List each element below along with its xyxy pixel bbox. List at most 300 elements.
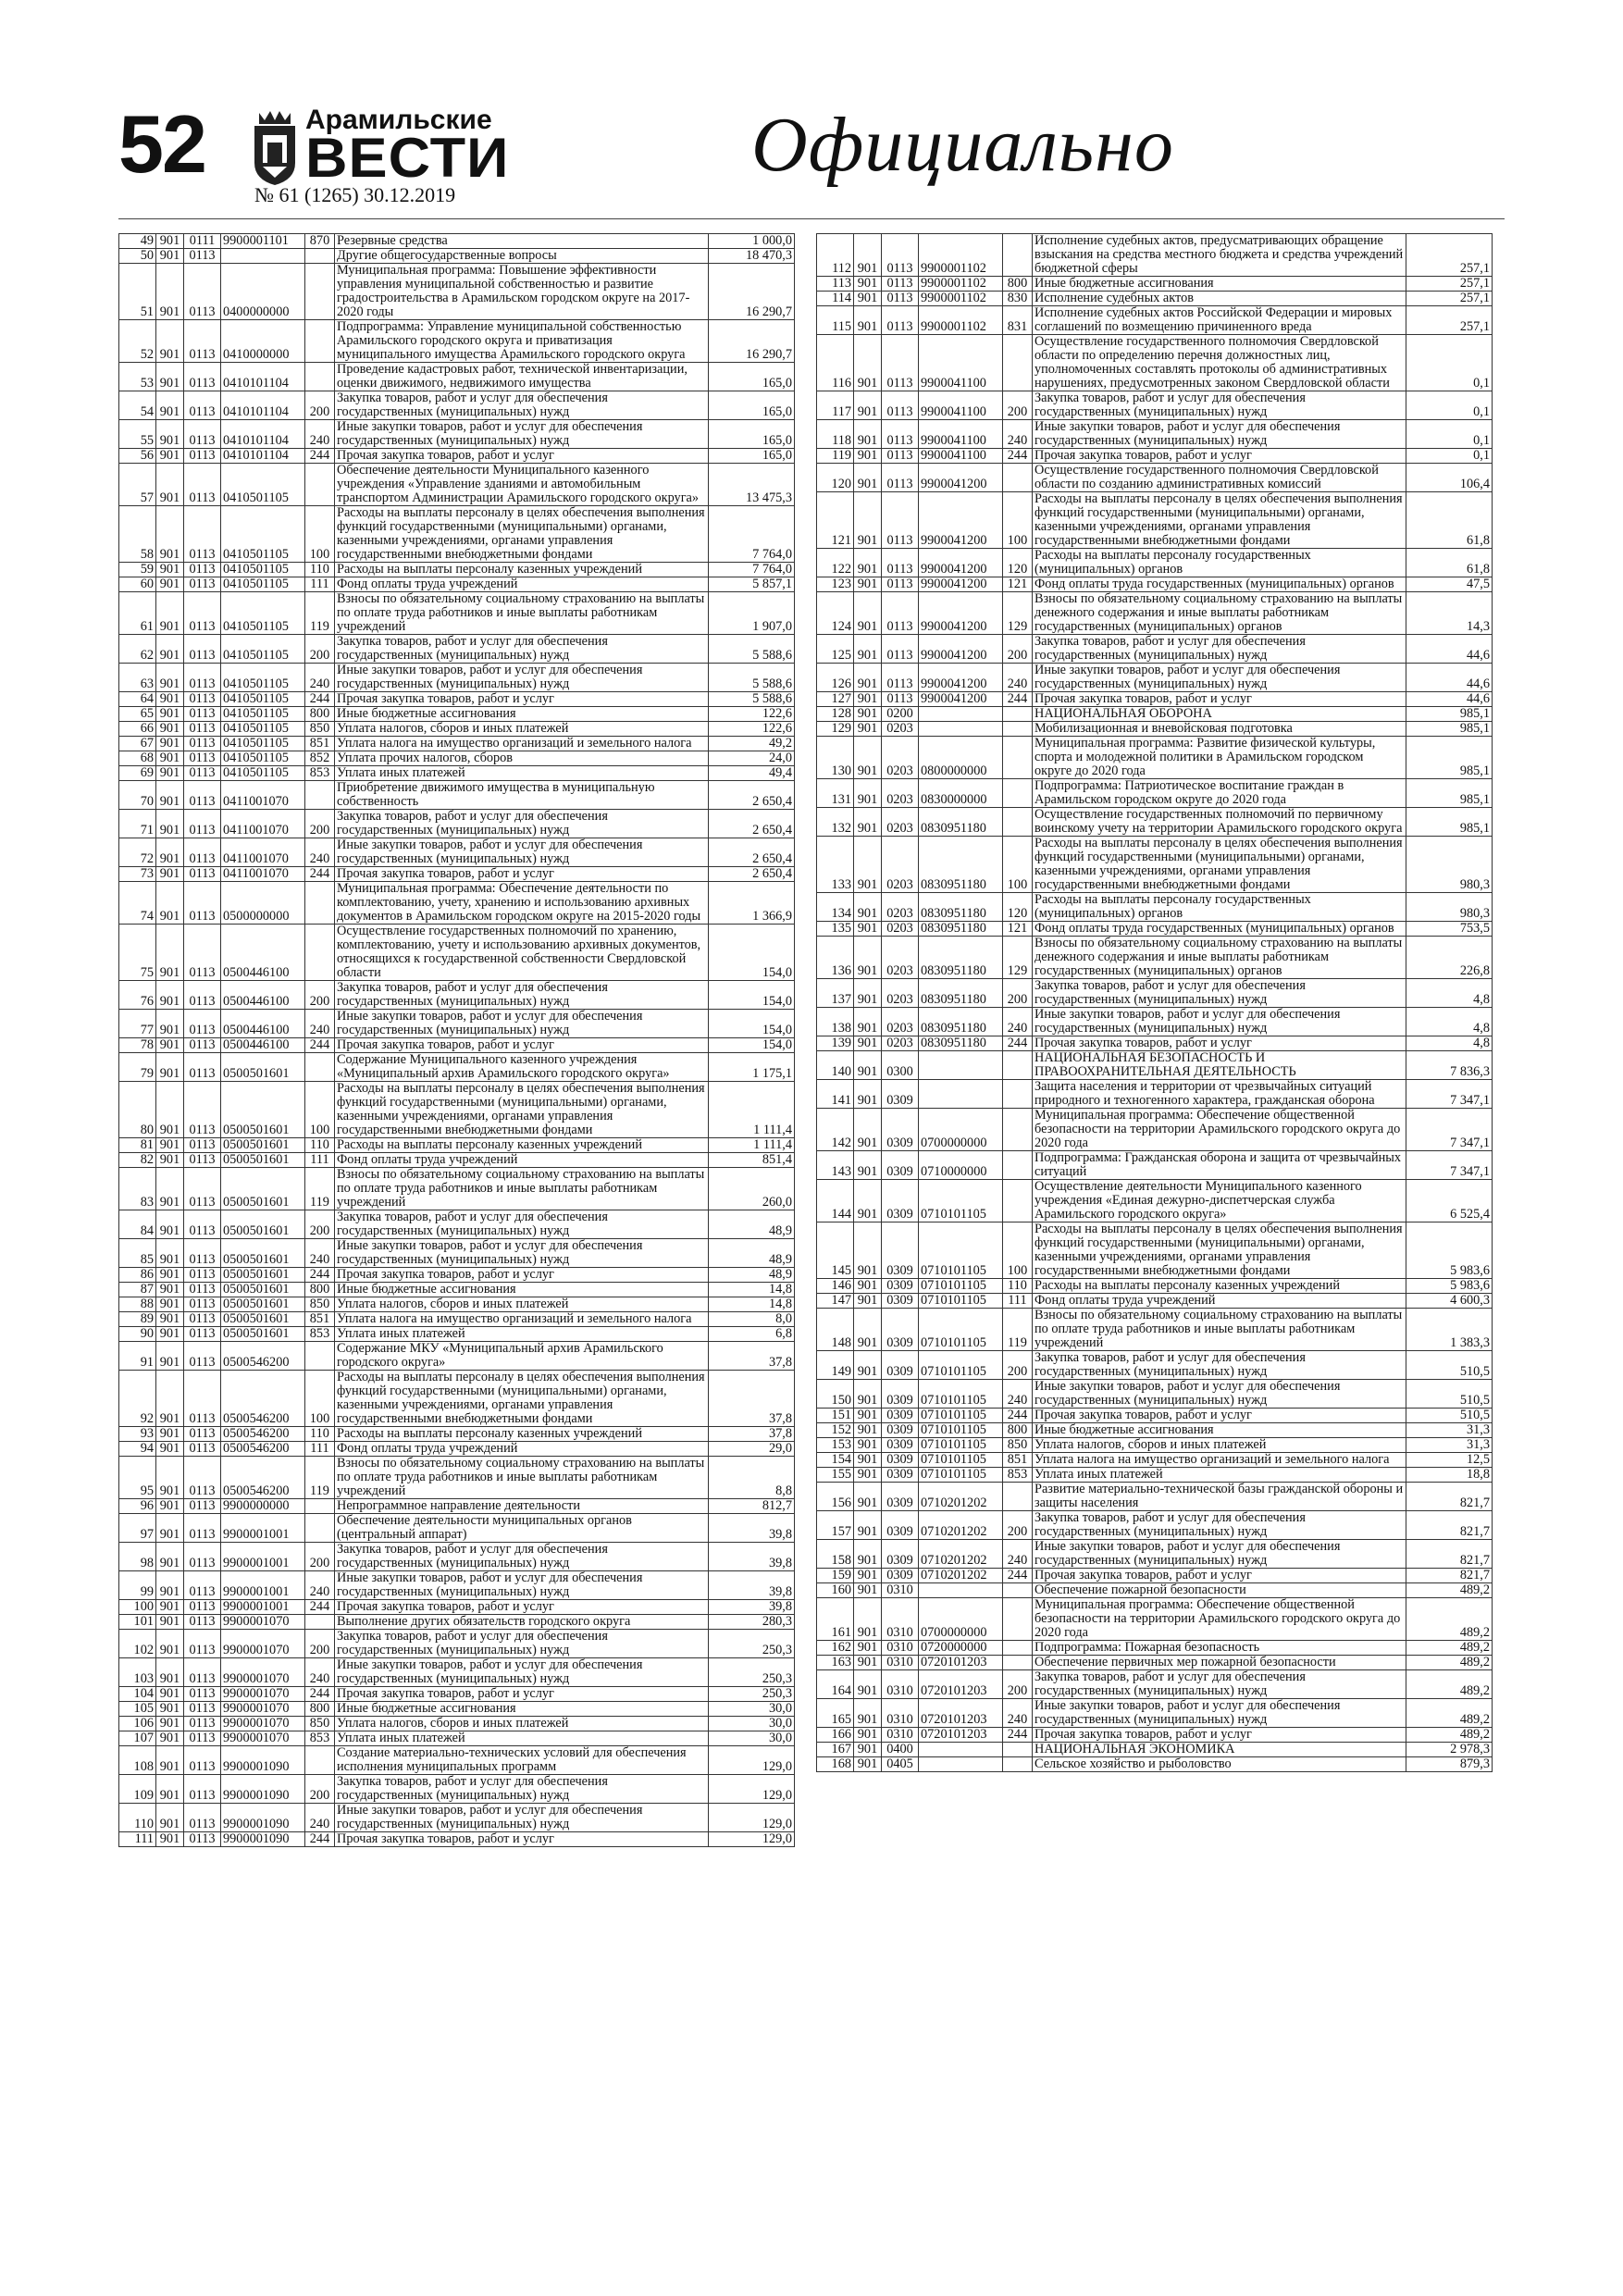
group-code: 901	[854, 464, 882, 492]
group-code: 901	[854, 1699, 882, 1728]
expense-name: Фонд оплаты труда учреждений	[335, 1153, 709, 1168]
row-number: 126	[817, 664, 854, 692]
group-code: 901	[156, 882, 184, 925]
target-article-code: 9900041200	[919, 592, 1003, 635]
target-article-code: 0710101105	[919, 1438, 1003, 1453]
section-code: 0309	[882, 1109, 919, 1151]
target-article-code: 0720000000	[919, 1641, 1003, 1656]
section-code: 0113	[882, 234, 919, 277]
row-number: 131	[817, 779, 854, 808]
amount: 985,1	[1406, 808, 1493, 837]
section-code: 0203	[882, 937, 919, 979]
target-article-code: 0830951180	[919, 1036, 1003, 1051]
row-number: 156	[817, 1483, 854, 1511]
table-row	[817, 635, 1493, 664]
expense-name: Уплата иных платежей	[335, 1731, 709, 1746]
target-article-code: 0410501105	[221, 737, 305, 751]
table-row	[817, 1080, 1493, 1109]
row-number: 58	[119, 506, 156, 563]
expense-name: Содержание МКУ «Муниципальный архив Арамильского городского округа»	[335, 1342, 709, 1371]
expense-name: Закупка товаров, работ и услуг для обеспечения государственных (муниципальных) нужд	[1033, 979, 1406, 1008]
target-article-code: 0710101105	[919, 1294, 1003, 1309]
amount: 37,8	[709, 1342, 795, 1371]
table-row	[817, 692, 1493, 707]
target-article-code: 0710101105	[919, 1423, 1003, 1438]
row-number: 65	[119, 707, 156, 722]
table-row	[817, 592, 1493, 635]
row-number: 83	[119, 1168, 156, 1210]
expense-name: Прочая закупка товаров, работ и услуг	[1033, 1409, 1406, 1423]
row-number: 56	[119, 449, 156, 464]
expense-type-code	[305, 1615, 335, 1630]
section-code: 0113	[184, 1168, 221, 1210]
group-code: 901	[156, 664, 184, 692]
section-code: 0113	[184, 391, 221, 420]
group-code: 901	[156, 1630, 184, 1658]
expense-name: Взносы по обязательному социальному страхованию на выплаты по оплате труда работников и иные выплаты работникам учреждений	[1033, 1309, 1406, 1351]
row-number: 119	[817, 449, 854, 464]
group-code: 901	[156, 1297, 184, 1312]
section-code: 0113	[882, 335, 919, 391]
row-number: 101	[119, 1615, 156, 1630]
expense-type-code: 100	[305, 1082, 335, 1138]
section-code: 0113	[184, 1630, 221, 1658]
expense-type-code	[1003, 707, 1033, 722]
target-article-code: 0500501601	[221, 1153, 305, 1168]
target-article-code: 9900041200	[919, 664, 1003, 692]
table-row	[817, 464, 1493, 492]
section-code: 0113	[184, 635, 221, 664]
row-number: 90	[119, 1327, 156, 1342]
expense-type-code: 110	[1003, 1279, 1033, 1294]
table-row	[119, 981, 795, 1010]
row-number: 75	[119, 925, 156, 981]
section-code: 0113	[184, 1658, 221, 1687]
table-row	[119, 707, 795, 722]
section-code: 0113	[184, 1297, 221, 1312]
amount: 980,3	[1406, 837, 1493, 893]
expense-name: Расходы на выплаты персоналу в целях обеспечения выполнения функций государственными (муниципальными) органами, казенными учреждениями, органами управления государственными внебюджетными фондами	[1033, 837, 1406, 893]
row-number: 113	[817, 277, 854, 292]
section-code: 0310	[882, 1598, 919, 1641]
expense-name: Обеспечение первичных мер пожарной безопасности	[1033, 1656, 1406, 1670]
table-row	[119, 635, 795, 664]
expense-type-code: 100	[1003, 1222, 1033, 1279]
section-code: 0309	[882, 1511, 919, 1540]
group-code: 901	[156, 464, 184, 506]
target-article-code	[919, 722, 1003, 737]
expense-name: Другие общегосударственные вопросы	[335, 249, 709, 264]
target-article-code: 0410501105	[221, 592, 305, 635]
table-row	[817, 922, 1493, 937]
amount: 39,8	[709, 1571, 795, 1600]
target-article-code: 9900001001	[221, 1600, 305, 1615]
table-row	[119, 577, 795, 592]
table-row	[817, 737, 1493, 779]
group-code: 901	[854, 1483, 882, 1511]
target-article-code: 9900041200	[919, 577, 1003, 592]
table-row	[817, 1569, 1493, 1583]
amount: 250,3	[709, 1658, 795, 1687]
row-number: 147	[817, 1294, 854, 1309]
section-code: 0309	[882, 1380, 919, 1409]
table-row	[119, 1342, 795, 1371]
amount: 8,8	[709, 1457, 795, 1499]
section-code: 0113	[184, 264, 221, 320]
table-row	[817, 391, 1493, 420]
amount: 165,0	[709, 449, 795, 464]
group-code: 901	[854, 737, 882, 779]
target-article-code: 9900041200	[919, 492, 1003, 549]
section-code: 0113	[882, 592, 919, 635]
expense-type-code: 200	[305, 810, 335, 838]
table-row	[817, 1180, 1493, 1222]
expense-type-code	[1003, 1080, 1033, 1109]
budget-table-right-body	[817, 234, 1493, 1772]
expense-type-code	[305, 464, 335, 506]
target-article-code: 9900001001	[221, 1543, 305, 1571]
amount: 165,0	[709, 363, 795, 391]
section-code: 0309	[882, 1309, 919, 1351]
group-code: 901	[156, 1268, 184, 1283]
section-code: 0113	[882, 292, 919, 306]
expense-type-code: 852	[305, 751, 335, 766]
target-article-code: 0500000000	[221, 882, 305, 925]
table-row	[119, 320, 795, 363]
row-number: 116	[817, 335, 854, 391]
amount: 0,1	[1406, 391, 1493, 420]
target-article-code: 9900041200	[919, 635, 1003, 664]
target-article-code: 0410101104	[221, 391, 305, 420]
section-code: 0113	[184, 1210, 221, 1239]
row-number: 162	[817, 1641, 854, 1656]
group-code: 901	[854, 1180, 882, 1222]
section-code: 0113	[184, 1053, 221, 1082]
amount: 0,1	[1406, 420, 1493, 449]
expense-type-code: 240	[305, 1010, 335, 1038]
table-row	[817, 837, 1493, 893]
section-code: 0200	[882, 707, 919, 722]
expense-type-code	[305, 320, 335, 363]
table-row	[817, 1380, 1493, 1409]
expense-name: Создание материально-технических условий для обеспечения исполнения муниципальных программ	[335, 1746, 709, 1775]
target-article-code: 0410000000	[221, 320, 305, 363]
target-article-code: 9900001102	[919, 277, 1003, 292]
amount: 879,3	[1406, 1757, 1493, 1772]
table-row	[119, 1702, 795, 1717]
amount: 154,0	[709, 1010, 795, 1038]
target-article-code: 0710101105	[919, 1380, 1003, 1409]
row-number: 55	[119, 420, 156, 449]
expense-type-code: 119	[305, 1457, 335, 1499]
target-article-code	[221, 249, 305, 264]
row-number: 121	[817, 492, 854, 549]
table-row	[817, 420, 1493, 449]
group-code: 901	[156, 781, 184, 810]
expense-name: НАЦИОНАЛЬНАЯ БЕЗОПАСНОСТЬ И ПРАВООХРАНИТЕЛЬНАЯ ДЕЯТЕЛЬНОСТЬ	[1033, 1051, 1406, 1080]
table-row	[817, 1511, 1493, 1540]
expense-name: Расходы на выплаты персоналу в целях обеспечения выполнения функций государственными (муниципальными) органами, казенными учреждениями, органами управления государственными внебюджетными фондами	[335, 1082, 709, 1138]
amount: 39,8	[709, 1514, 795, 1543]
section-code: 0113	[184, 1038, 221, 1053]
expense-name: Прочая закупка товаров, работ и услуг	[335, 1687, 709, 1702]
section-code: 0309	[882, 1438, 919, 1453]
expense-name: Прочая закупка товаров, работ и услуг	[335, 1038, 709, 1053]
row-number: 144	[817, 1180, 854, 1222]
table-row	[119, 1687, 795, 1702]
table-row	[817, 1728, 1493, 1743]
expense-type-code: 110	[305, 1138, 335, 1153]
amount: 14,8	[709, 1283, 795, 1297]
row-number: 88	[119, 1297, 156, 1312]
table-row	[817, 1699, 1493, 1728]
section-code: 0113	[184, 1717, 221, 1731]
expense-name: Прочая закупка товаров, работ и услуг	[335, 867, 709, 882]
target-article-code	[919, 1743, 1003, 1757]
section-code: 0113	[184, 1543, 221, 1571]
table-row	[817, 1743, 1493, 1757]
table-row	[119, 391, 795, 420]
section-code: 0113	[882, 277, 919, 292]
group-code: 901	[156, 320, 184, 363]
row-number: 60	[119, 577, 156, 592]
amount: 0,1	[1406, 335, 1493, 391]
group-code: 901	[156, 867, 184, 882]
expense-name: Закупка товаров, работ и услуг для обеспечения государственных (муниципальных) нужд	[335, 1775, 709, 1804]
table-row	[119, 1630, 795, 1658]
table-row	[817, 1540, 1493, 1569]
table-row	[119, 449, 795, 464]
group-code: 901	[156, 1832, 184, 1847]
expense-name: Обеспечение деятельности Муниципального казенного учреждения «Управление зданиями и автомобильным транспортом Администрации Арамильского городского округа»	[335, 464, 709, 506]
expense-type-code: 244	[305, 692, 335, 707]
expense-name: Подпрограмма: Управление муниципальной собственностью Арамильского городского округа и приватизация муниципального имущества Арамильского городского округа	[335, 320, 709, 363]
amount: 489,2	[1406, 1598, 1493, 1641]
expense-name: Иные закупки товаров, работ и услуг для обеспечения государственных (муниципальных) нужд	[335, 664, 709, 692]
group-code: 901	[854, 1583, 882, 1598]
target-article-code: 0410101104	[221, 363, 305, 391]
group-code: 901	[854, 1757, 882, 1772]
group-code: 901	[854, 1309, 882, 1351]
section-code: 0113	[882, 635, 919, 664]
expense-name: Исполнение судебных актов, предусматривающих обращение взыскания на средства местного бюджета и средства учреждений бюджетной сферы	[1033, 234, 1406, 277]
expense-name: Непрограммное направление деятельности	[335, 1499, 709, 1514]
section-code: 0113	[184, 1731, 221, 1746]
section-code: 0113	[184, 1746, 221, 1775]
table-row	[817, 1598, 1493, 1641]
group-code: 901	[156, 391, 184, 420]
target-article-code: 0700000000	[919, 1598, 1003, 1641]
amount: 16 290,7	[709, 264, 795, 320]
section-code: 0113	[184, 1427, 221, 1442]
amount: 1 111,4	[709, 1082, 795, 1138]
expense-type-code: 851	[305, 737, 335, 751]
expense-name: Фонд оплаты труда учреждений	[335, 577, 709, 592]
amount: 48,9	[709, 1268, 795, 1283]
header-rule	[118, 218, 1505, 219]
expense-type-code: 111	[1003, 1294, 1033, 1309]
table-row	[119, 867, 795, 882]
page-header	[0, 0, 1623, 231]
section-code: 0203	[882, 808, 919, 837]
group-code: 901	[854, 449, 882, 464]
amount: 7 347,1	[1406, 1080, 1493, 1109]
amount: 489,2	[1406, 1728, 1493, 1743]
expense-name: Уплата иных платежей	[335, 766, 709, 781]
target-article-code: 0500501601	[221, 1283, 305, 1297]
expense-name: Взносы по обязательному социальному страхованию на выплаты денежного содержания и иные выплаты работникам государственных (муниципальных) органов	[1033, 937, 1406, 979]
section-code: 0113	[184, 707, 221, 722]
expense-type-code: 200	[305, 981, 335, 1010]
row-number: 61	[119, 592, 156, 635]
target-article-code: 0411001070	[221, 781, 305, 810]
expense-name: Мобилизационная и вневойсковая подготовка	[1033, 722, 1406, 737]
amount: 7 764,0	[709, 506, 795, 563]
budget-table-right	[816, 233, 1493, 1772]
amount: 14,8	[709, 1297, 795, 1312]
amount: 250,3	[709, 1630, 795, 1658]
amount: 510,5	[1406, 1351, 1493, 1380]
group-code: 901	[854, 635, 882, 664]
section-code: 0203	[882, 837, 919, 893]
target-article-code: 0720101203	[919, 1699, 1003, 1728]
target-article-code: 0700000000	[919, 1109, 1003, 1151]
section-code: 0310	[882, 1670, 919, 1699]
section-code: 0113	[184, 320, 221, 363]
row-number: 63	[119, 664, 156, 692]
row-number: 66	[119, 722, 156, 737]
section-code: 0113	[184, 1457, 221, 1499]
expense-name: Исполнение судебных актов	[1033, 292, 1406, 306]
row-number: 133	[817, 837, 854, 893]
target-article-code	[919, 1051, 1003, 1080]
expense-type-code: 800	[1003, 277, 1033, 292]
expense-type-code: 200	[1003, 1511, 1033, 1540]
table-row	[817, 1483, 1493, 1511]
target-article-code: 9900041200	[919, 464, 1003, 492]
group-code: 901	[156, 1427, 184, 1442]
expense-name: Уплата прочих налогов, сборов	[335, 751, 709, 766]
amount: 1 907,0	[709, 592, 795, 635]
amount: 4 600,3	[1406, 1294, 1493, 1309]
expense-type-code	[305, 1746, 335, 1775]
table-row	[817, 707, 1493, 722]
target-article-code: 0830951180	[919, 808, 1003, 837]
group-code: 901	[156, 751, 184, 766]
expense-type-code	[305, 264, 335, 320]
target-article-code: 0500501601	[221, 1210, 305, 1239]
expense-name: Закупка товаров, работ и услуг для обеспечения государственных (муниципальных) нужд	[335, 1543, 709, 1571]
section-code: 0113	[184, 1327, 221, 1342]
amount: 13 475,3	[709, 464, 795, 506]
row-number: 115	[817, 306, 854, 335]
group-code: 901	[156, 1702, 184, 1717]
row-number: 157	[817, 1511, 854, 1540]
table-row	[817, 1036, 1493, 1051]
expense-name: Муниципальная программа: Обеспечение общественной безопасности на территории Арамильского городского округа до 2020 года	[1033, 1598, 1406, 1641]
target-article-code: 0410101104	[221, 449, 305, 464]
table-row	[119, 1168, 795, 1210]
table-row	[119, 1138, 795, 1153]
group-code: 901	[854, 1670, 882, 1699]
group-code: 901	[156, 449, 184, 464]
target-article-code: 0710101105	[919, 1468, 1003, 1483]
amount: 39,8	[709, 1543, 795, 1571]
row-number: 159	[817, 1569, 854, 1583]
expense-type-code: 240	[1003, 420, 1033, 449]
amount: 4,8	[1406, 1036, 1493, 1051]
group-code: 901	[854, 1540, 882, 1569]
row-number: 71	[119, 810, 156, 838]
group-code: 901	[854, 549, 882, 577]
expense-type-code: 110	[305, 563, 335, 577]
expense-name: Иные закупки товаров, работ и услуг для обеспечения государственных (муниципальных) нужд	[1033, 1699, 1406, 1728]
expense-type-code: 129	[1003, 937, 1033, 979]
table-row	[817, 577, 1493, 592]
section-code: 0113	[184, 420, 221, 449]
expense-type-code	[1003, 1641, 1033, 1656]
amount: 44,6	[1406, 692, 1493, 707]
expense-type-code: 240	[305, 664, 335, 692]
target-article-code: 0710101105	[919, 1279, 1003, 1294]
table-row	[817, 937, 1493, 979]
expense-type-code: 800	[305, 707, 335, 722]
expense-type-code: 850	[305, 1717, 335, 1731]
row-number: 165	[817, 1699, 854, 1728]
table-row	[119, 1615, 795, 1630]
section-code: 0113	[882, 664, 919, 692]
table-row	[119, 1268, 795, 1283]
group-code: 901	[854, 335, 882, 391]
target-article-code: 0710201202	[919, 1569, 1003, 1583]
amount: 260,0	[709, 1168, 795, 1210]
table-row	[817, 1641, 1493, 1656]
expense-name: Иные закупки товаров, работ и услуг для обеспечения государственных (муниципальных) нужд	[1033, 1008, 1406, 1036]
amount: 30,0	[709, 1731, 795, 1746]
section-code: 0309	[882, 1279, 919, 1294]
table-row	[119, 838, 795, 867]
expense-type-code	[305, 781, 335, 810]
row-number: 111	[119, 1832, 156, 1847]
amount: 106,4	[1406, 464, 1493, 492]
target-article-code: 0500446100	[221, 1010, 305, 1038]
group-code: 901	[156, 1615, 184, 1630]
expense-name: Иные закупки товаров, работ и услуг для обеспечения государственных (муниципальных) нужд	[335, 1010, 709, 1038]
group-code: 901	[156, 1283, 184, 1297]
expense-type-code: 244	[305, 1687, 335, 1702]
group-code: 901	[156, 1717, 184, 1731]
expense-type-code: 244	[305, 1268, 335, 1283]
row-number: 76	[119, 981, 156, 1010]
expense-type-code	[1003, 1743, 1033, 1757]
group-code: 901	[854, 692, 882, 707]
expense-name: Уплата налогов, сборов и иных платежей	[335, 1297, 709, 1312]
row-number: 155	[817, 1468, 854, 1483]
expense-type-code	[305, 249, 335, 264]
table-row	[817, 1309, 1493, 1351]
target-article-code: 0500501601	[221, 1082, 305, 1138]
row-number: 146	[817, 1279, 854, 1294]
amount: 129,0	[709, 1804, 795, 1832]
row-number: 153	[817, 1438, 854, 1453]
target-article-code: 9900001001	[221, 1514, 305, 1543]
group-code: 901	[854, 292, 882, 306]
row-number: 122	[817, 549, 854, 577]
target-article-code: 9900041100	[919, 420, 1003, 449]
row-number: 130	[817, 737, 854, 779]
group-code: 901	[156, 1687, 184, 1702]
section-code: 0309	[882, 1468, 919, 1483]
